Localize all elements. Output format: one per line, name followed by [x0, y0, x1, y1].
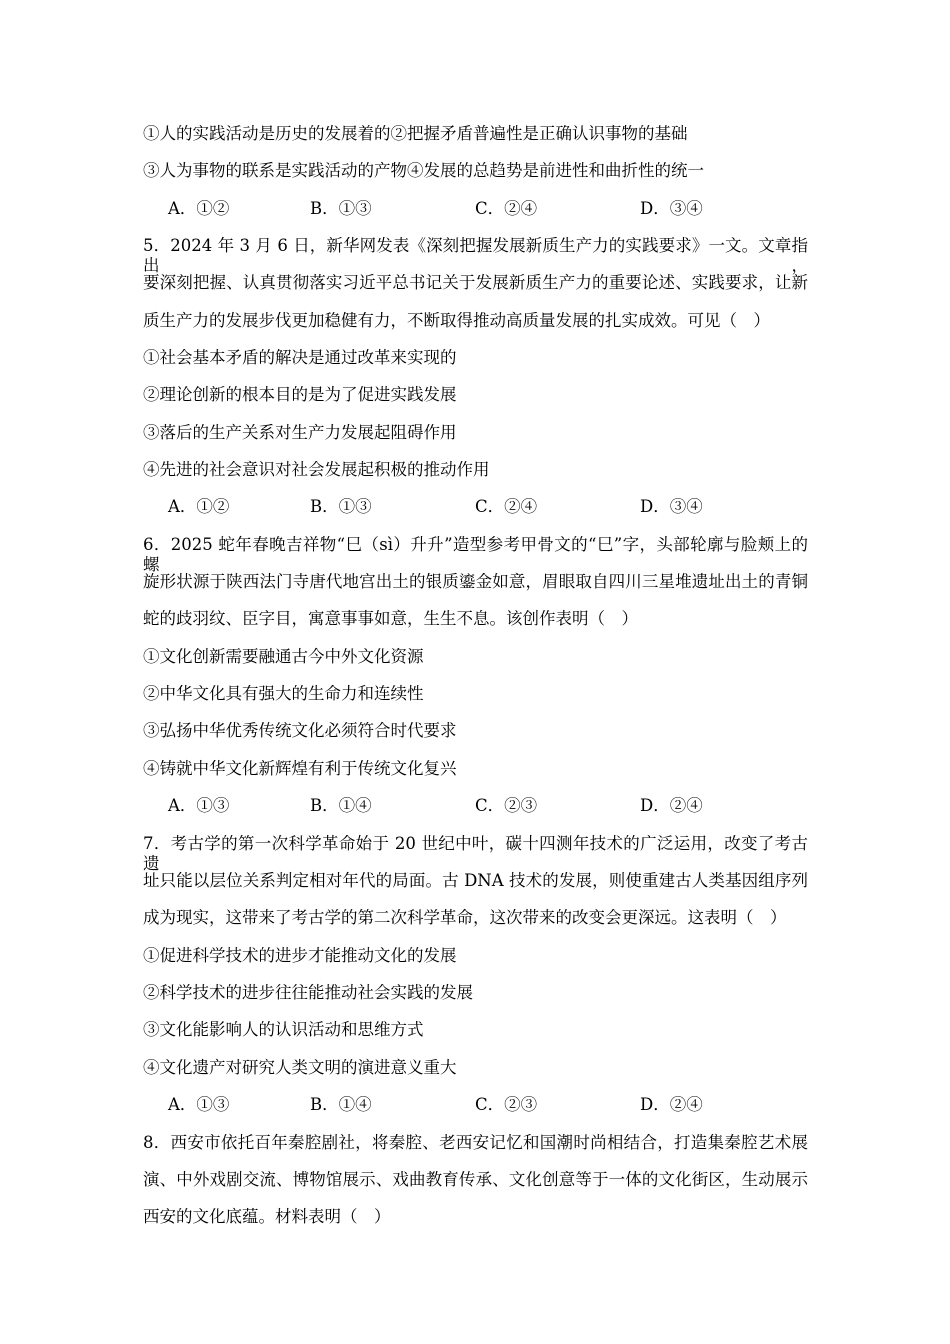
q5-item-3: ③落后的生产关系对生产力发展起阻碍作用	[143, 423, 457, 442]
q7-item-4: ④文化遗产对研究人类文明的演进意义重大	[143, 1058, 457, 1077]
q6-option-b[interactable]: B．①④	[310, 796, 372, 815]
q6-stem-line-1: 6．2025 蛇年春晚吉祥物“巳（sì）升升”造型参考甲骨文的“巳”字，头部轮廓与脸颊上的螺	[143, 535, 808, 574]
q5-option-d[interactable]: D．③④	[640, 497, 703, 516]
q6-option-c[interactable]: C．②③	[475, 796, 538, 815]
q4-option-d[interactable]: D．③④	[640, 199, 703, 218]
q5-item-4: ④先进的社会意识对社会发展起积极的推动作用	[143, 460, 490, 479]
q7-item-1: ①促进科学技术的进步才能推动文化的发展	[143, 946, 457, 965]
q4-option-b[interactable]: B．①③	[310, 199, 372, 218]
q5-option-b[interactable]: B．①③	[310, 497, 372, 516]
q6-item-1: ①文化创新需要融通古今中外文化资源	[143, 647, 424, 666]
q5-item-1: ①社会基本矛盾的解决是通过改革来实现的	[143, 348, 457, 367]
q7-stem-line-3: 成为现实，这带来了考古学的第二次科学革命，这次带来的改变会更深远。这表明（ ）	[143, 908, 787, 927]
q7-stem-line-2: 址只能以层位关系判定相对年代的局面。古 DNA 技术的发展，则使重建古人类基因组序列	[143, 871, 808, 890]
q6-option-d[interactable]: D．②④	[640, 796, 703, 815]
q8-stem-line-2: 演、中外戏剧交流、博物馆展示、戏曲教育传承、文化创意等于一体的文化街区，生动展示	[143, 1170, 808, 1189]
q8-stem-line-1: 8．西安市依托百年秦腔剧社，将秦腔、老西安记忆和国潮时尚相结合，打造集秦腔艺术展	[143, 1133, 808, 1152]
q7-item-3: ③文化能影响人的认识活动和思维方式	[143, 1020, 424, 1039]
q4-option-a[interactable]: A．①②	[168, 199, 230, 218]
q5-stem-line-1: 5．2024 年 3 月 6 日，新华网发表《深刻把握发展新质生产力的实践要求》一文。文章指出，	[143, 236, 808, 275]
q4-option-c[interactable]: C．②④	[475, 199, 538, 218]
q5-stem-line-3: 质生产力的发展步伐更加稳健有力，不断取得推动高质量发展的扎实成效。可见（ ）	[143, 311, 770, 330]
q5-option-a[interactable]: A．①②	[168, 497, 230, 516]
q7-option-d[interactable]: D．②④	[640, 1095, 703, 1114]
q5-item-2: ②理论创新的根本目的是为了促进实践发展	[143, 385, 457, 404]
q5-option-c[interactable]: C．②④	[475, 497, 538, 516]
q7-item-2: ②科学技术的进步往往能推动社会实践的发展	[143, 983, 473, 1002]
q4-item-line-2: ③人为事物的联系是实践活动的产物④发展的总趋势是前进性和曲折性的统一	[143, 161, 704, 180]
q7-option-c[interactable]: C．②③	[475, 1095, 538, 1114]
q4-item-line-1: ①人的实践活动是历史的发展着的②把握矛盾普遍性是正确认识事物的基础	[143, 124, 688, 143]
q6-stem-line-3: 蛇的歧羽纹、臣字目，寓意事事如意，生生不息。该创作表明（ ）	[143, 609, 638, 628]
q6-item-4: ④铸就中华文化新辉煌有利于传统文化复兴	[143, 759, 457, 778]
q6-item-3: ③弘扬中华优秀传统文化必须符合时代要求	[143, 721, 457, 740]
q6-stem-line-2: 旋形状源于陕西法门寺唐代地宫出土的银质鎏金如意，眉眼取自四川三星堆遗址出土的青铜	[143, 572, 808, 591]
q5-stem-line-2: 要深刻把握、认真贯彻落实习近平总书记关于发展新质生产力的重要论述、实践要求，让新	[143, 273, 808, 292]
q7-stem-line-1: 7．考古学的第一次科学革命始于 20 世纪中叶，碳十四测年技术的广泛运用，改变了考古遗	[143, 834, 808, 873]
q7-option-b[interactable]: B．①④	[310, 1095, 372, 1114]
q6-item-2: ②中华文化具有强大的生命力和连续性	[143, 684, 424, 703]
q6-option-a[interactable]: A．①③	[168, 796, 230, 815]
q8-stem-line-3: 西安的文化底蕴。材料表明（ ）	[143, 1207, 391, 1226]
q7-option-a[interactable]: A．①③	[168, 1095, 230, 1114]
